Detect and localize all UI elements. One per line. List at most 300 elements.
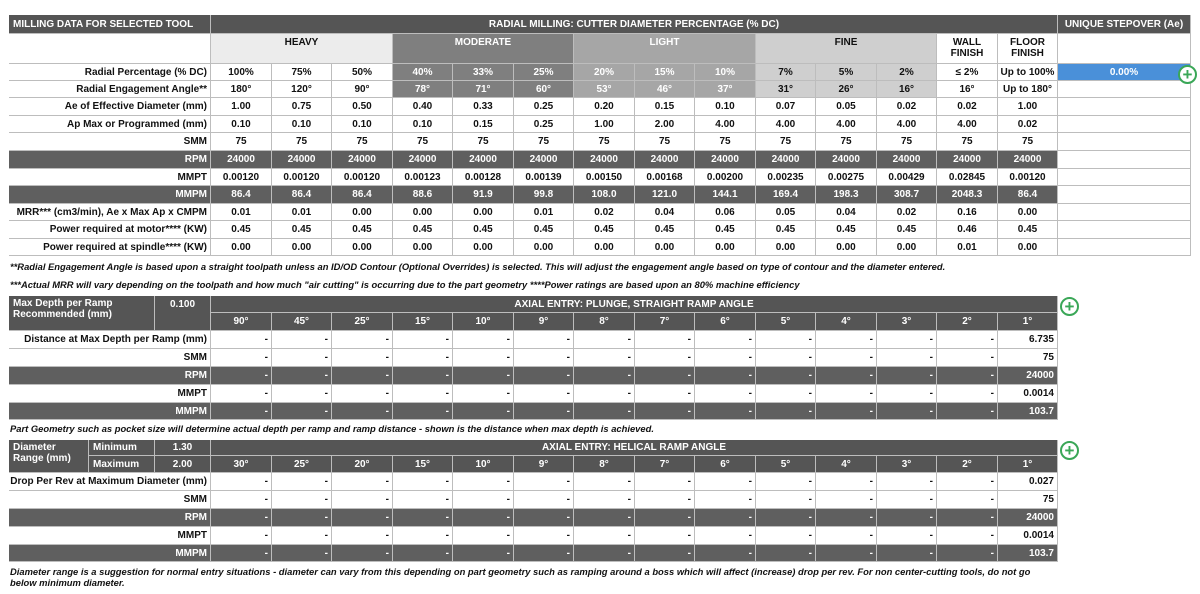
radial-value-cell: 24000 bbox=[756, 151, 816, 169]
radial-row-label: MMPM bbox=[9, 186, 211, 204]
helical-value-cell: 75 bbox=[998, 491, 1058, 509]
helical-value-cell: 24000 bbox=[998, 509, 1058, 527]
radial-value-cell: 0.50 bbox=[332, 98, 393, 116]
ramp-value-cell: - bbox=[272, 367, 332, 385]
radial-value-cell: 0.00 bbox=[756, 239, 816, 256]
note-mrr-power: ***Actual MRR will vary depending on the toolpath and how much "air cutting" is occurring due to the part geometry ****Power ratings are based upon an 80% machine efficiency bbox=[10, 279, 800, 290]
radial-value-cell: 0.04 bbox=[816, 204, 877, 221]
radial-value-cell: 0.00 bbox=[332, 204, 393, 221]
radial-value-cell: 78° bbox=[393, 81, 453, 98]
radial-value-cell: 1.00 bbox=[574, 116, 635, 133]
ramp-value-cell: - bbox=[332, 331, 393, 349]
radial-value-cell: 0.00 bbox=[695, 239, 756, 256]
radial-value-cell: 0.00 bbox=[816, 239, 877, 256]
helical-angle-header: 15° bbox=[393, 456, 453, 473]
helical-value-cell: - bbox=[211, 545, 272, 562]
radial-value-cell: 0.02845 bbox=[937, 169, 998, 186]
helical-value-cell: - bbox=[695, 545, 756, 562]
ramp-value-cell: - bbox=[211, 331, 272, 349]
helical-value-cell: - bbox=[332, 491, 393, 509]
radial-value-cell: 0.04 bbox=[635, 204, 695, 221]
ramp-value-cell: - bbox=[272, 403, 332, 420]
radial-value-cell: 10% bbox=[695, 64, 756, 81]
radial-value-cell: 0.25 bbox=[514, 116, 574, 133]
helical-value-cell: - bbox=[937, 527, 998, 545]
radial-value-cell: 0.10 bbox=[695, 98, 756, 116]
radial-value-cell: 1.00 bbox=[998, 98, 1058, 116]
radial-value-cell: 0.40 bbox=[393, 98, 453, 116]
radial-value-cell: 0.45 bbox=[816, 221, 877, 239]
helical-value-cell: - bbox=[816, 509, 877, 527]
helical-value-cell: - bbox=[514, 509, 574, 527]
ramp-angle-header: 9° bbox=[514, 313, 574, 331]
ramp-value-cell: - bbox=[272, 331, 332, 349]
radial-value-cell: 75% bbox=[272, 64, 332, 81]
radial-value-cell: 2048.3 bbox=[937, 186, 998, 204]
ramp-value-cell: - bbox=[272, 385, 332, 403]
unique-stepover-empty bbox=[1058, 169, 1191, 186]
unique-stepover-input[interactable]: 0.00% bbox=[1058, 64, 1191, 81]
unique-stepover-title: UNIQUE STEPOVER (Ae) bbox=[1058, 15, 1191, 34]
ramp-value-cell: - bbox=[211, 367, 272, 385]
helical-angle-header: 7° bbox=[635, 456, 695, 473]
helical-angle-header: 5° bbox=[756, 456, 816, 473]
radial-value-cell: 24000 bbox=[877, 151, 937, 169]
ramp-value-cell: - bbox=[635, 349, 695, 367]
ramp-value-cell: - bbox=[393, 367, 453, 385]
radial-value-cell: 0.02 bbox=[574, 204, 635, 221]
helical-value-cell: - bbox=[937, 491, 998, 509]
radial-value-cell: 4.00 bbox=[816, 116, 877, 133]
radial-value-cell: 75 bbox=[393, 133, 453, 151]
radial-value-cell: 4.00 bbox=[695, 116, 756, 133]
radial-value-cell: Up to 100% bbox=[998, 64, 1058, 81]
ramp-value-cell: - bbox=[816, 403, 877, 420]
ramp-angle-header: 3° bbox=[877, 313, 937, 331]
note-diameter-range: Diameter range is a suggestion for normal entry situations - diameter can vary from this depending on part geometry such as ramping around a boss which will affect (increase) drop per rev. For non center-cutting tools, do not go below minimum diameter. bbox=[10, 566, 1031, 588]
radial-value-cell: 0.00123 bbox=[393, 169, 453, 186]
helical-value-cell: - bbox=[393, 509, 453, 527]
ramp-value-cell: - bbox=[332, 367, 393, 385]
radial-value-cell: 53° bbox=[574, 81, 635, 98]
helical-value-cell: - bbox=[877, 509, 937, 527]
radial-value-cell: 46° bbox=[635, 81, 695, 98]
ramp-title: AXIAL ENTRY: PLUNGE, STRAIGHT RAMP ANGLE bbox=[211, 296, 1058, 313]
radial-value-cell: 0.00235 bbox=[756, 169, 816, 186]
helical-angle-header: 9° bbox=[514, 456, 574, 473]
ramp-value-cell: - bbox=[514, 331, 574, 349]
ramp-value-cell: - bbox=[695, 367, 756, 385]
radial-value-cell: 0.45 bbox=[453, 221, 514, 239]
radial-value-cell: 0.10 bbox=[332, 116, 393, 133]
helical-value-cell: - bbox=[635, 491, 695, 509]
radial-value-cell: 0.75 bbox=[272, 98, 332, 116]
helical-value-cell: - bbox=[453, 491, 514, 509]
radial-value-cell: 0.00 bbox=[514, 239, 574, 256]
helical-value-cell: - bbox=[332, 473, 393, 491]
radial-value-cell: 0.00139 bbox=[514, 169, 574, 186]
helical-value-cell: - bbox=[514, 527, 574, 545]
ramp-value-cell: 103.7 bbox=[998, 403, 1058, 420]
radial-value-cell: 24000 bbox=[937, 151, 998, 169]
ramp-value-cell: - bbox=[816, 367, 877, 385]
unique-stepover-empty bbox=[1058, 186, 1191, 204]
radial-value-cell: 7% bbox=[756, 64, 816, 81]
radial-value-cell: 0.00120 bbox=[272, 169, 332, 186]
helical-angle-header: 25° bbox=[272, 456, 332, 473]
radial-row-label: MRR*** (cm3/min), Ae x Max Ap x CMPM bbox=[9, 204, 211, 221]
ramp-value-cell: 75 bbox=[998, 349, 1058, 367]
ramp-angle-header: 15° bbox=[393, 313, 453, 331]
group-floor-finish: FLOOR FINISH bbox=[998, 34, 1058, 64]
helical-value-cell: - bbox=[695, 491, 756, 509]
ramp-value-cell: - bbox=[393, 331, 453, 349]
ramp-angle-header: 5° bbox=[756, 313, 816, 331]
ramp-value-cell: 6.735 bbox=[998, 331, 1058, 349]
radial-value-cell: 0.46 bbox=[937, 221, 998, 239]
note-radial-engagement: **Radial Engagement Angle is based upon a straight toolpath unless an ID/OD Contour (Optional Overrides) is selected. This will adjust the engagement angle based on type of contour and the diameter entered. bbox=[10, 261, 946, 272]
ramp-value-cell: - bbox=[877, 367, 937, 385]
radial-value-cell: 26° bbox=[816, 81, 877, 98]
helical-value-cell: - bbox=[393, 527, 453, 545]
helical-value-cell: - bbox=[756, 509, 816, 527]
helical-value-cell: - bbox=[393, 545, 453, 562]
radial-row-label: SMM bbox=[9, 133, 211, 151]
ramp-value-cell: - bbox=[695, 331, 756, 349]
helical-value-cell: - bbox=[816, 527, 877, 545]
radial-row-label: Power required at motor**** (KW) bbox=[9, 221, 211, 239]
radial-value-cell: 24000 bbox=[211, 151, 272, 169]
ramp-value-cell: - bbox=[574, 349, 635, 367]
radial-value-cell: 0.00 bbox=[332, 239, 393, 256]
ramp-angle-header: 8° bbox=[574, 313, 635, 331]
radial-value-cell: 1.00 bbox=[211, 98, 272, 116]
radial-value-cell: 24000 bbox=[816, 151, 877, 169]
radial-value-cell: 0.20 bbox=[574, 98, 635, 116]
ramp-angle-header: 6° bbox=[695, 313, 756, 331]
radial-value-cell: 0.00 bbox=[211, 239, 272, 256]
radial-row-label: Ap Max or Programmed (mm) bbox=[9, 116, 211, 133]
radial-value-cell: 0.45 bbox=[635, 221, 695, 239]
radial-row-label: Radial Engagement Angle** bbox=[9, 81, 211, 98]
radial-value-cell: 0.01 bbox=[272, 204, 332, 221]
radial-value-cell: 75 bbox=[635, 133, 695, 151]
radial-value-cell: 75 bbox=[272, 133, 332, 151]
radial-value-cell: 91.9 bbox=[453, 186, 514, 204]
radial-value-cell: 75 bbox=[211, 133, 272, 151]
ramp-angle-header: 1° bbox=[998, 313, 1058, 331]
radial-value-cell: 90° bbox=[332, 81, 393, 98]
radial-value-cell: 0.45 bbox=[756, 221, 816, 239]
helical-range-label: Diameter Range (mm) bbox=[9, 440, 89, 473]
ramp-angle-header: 7° bbox=[635, 313, 695, 331]
radial-value-cell: 308.7 bbox=[877, 186, 937, 204]
radial-value-cell: 2.00 bbox=[635, 116, 695, 133]
radial-title: RADIAL MILLING: CUTTER DIAMETER PERCENTAGE (% DC) bbox=[211, 15, 1058, 34]
radial-value-cell: 180° bbox=[211, 81, 272, 98]
radial-value-cell: 40% bbox=[393, 64, 453, 81]
radial-value-cell: 0.01 bbox=[211, 204, 272, 221]
radial-row-label: MMPT bbox=[9, 169, 211, 186]
ramp-value-cell: - bbox=[635, 385, 695, 403]
ramp-depth-label: Max Depth per Ramp Recommended (mm) bbox=[9, 296, 155, 331]
radial-row-label: Power required at spindle**** (KW) bbox=[9, 239, 211, 256]
radial-value-cell: 24000 bbox=[574, 151, 635, 169]
helical-value-cell: - bbox=[816, 473, 877, 491]
radial-value-cell: 50% bbox=[332, 64, 393, 81]
radial-value-cell: 24000 bbox=[453, 151, 514, 169]
group-wall-finish: WALL FINISH bbox=[937, 34, 998, 64]
ramp-value-cell: - bbox=[514, 385, 574, 403]
radial-value-cell: 0.00275 bbox=[816, 169, 877, 186]
radial-value-cell: 108.0 bbox=[574, 186, 635, 204]
radial-value-cell: 0.15 bbox=[635, 98, 695, 116]
radial-value-cell: 71° bbox=[453, 81, 514, 98]
helical-row-label: Drop Per Rev at Maximum Diameter (mm) bbox=[9, 473, 211, 491]
radial-value-cell: 4.00 bbox=[937, 116, 998, 133]
helical-value-cell: 103.7 bbox=[998, 545, 1058, 562]
ramp-value-cell: - bbox=[332, 349, 393, 367]
unique-stepover-empty bbox=[1058, 98, 1191, 116]
ramp-value-cell: - bbox=[574, 367, 635, 385]
unique-stepover-empty bbox=[1058, 133, 1191, 151]
ramp-value-cell: - bbox=[816, 385, 877, 403]
radial-value-cell: 0.05 bbox=[756, 204, 816, 221]
helical-value-cell: - bbox=[635, 473, 695, 491]
add-helical-angle-button[interactable]: + bbox=[1060, 441, 1079, 460]
ramp-row-label: Distance at Max Depth per Ramp (mm) bbox=[9, 331, 211, 349]
helical-angle-header: 1° bbox=[998, 456, 1058, 473]
ramp-value-cell: - bbox=[877, 403, 937, 420]
helical-title: AXIAL ENTRY: HELICAL RAMP ANGLE bbox=[211, 440, 1058, 456]
helical-value-cell: - bbox=[574, 545, 635, 562]
helical-max-value[interactable]: 2.00 bbox=[155, 456, 211, 473]
ramp-angle-header: 90° bbox=[211, 313, 272, 331]
radial-value-cell: 2% bbox=[877, 64, 937, 81]
radial-value-cell: 0.45 bbox=[574, 221, 635, 239]
ramp-row-label: MMPT bbox=[9, 385, 211, 403]
ramp-value-cell: - bbox=[756, 403, 816, 420]
radial-value-cell: 99.8 bbox=[514, 186, 574, 204]
helical-value-cell: - bbox=[574, 509, 635, 527]
ramp-value-cell: - bbox=[393, 403, 453, 420]
ramp-value-cell: - bbox=[756, 367, 816, 385]
radial-value-cell: 0.45 bbox=[877, 221, 937, 239]
ramp-value-cell: - bbox=[514, 367, 574, 385]
radial-value-cell: 60° bbox=[514, 81, 574, 98]
helical-value-cell: - bbox=[937, 473, 998, 491]
helical-angle-header: 2° bbox=[937, 456, 998, 473]
ramp-value-cell: - bbox=[695, 403, 756, 420]
radial-value-cell: 0.01 bbox=[937, 239, 998, 256]
radial-value-cell: 31° bbox=[756, 81, 816, 98]
ramp-value-cell: - bbox=[816, 349, 877, 367]
radial-value-cell: 4.00 bbox=[877, 116, 937, 133]
radial-value-cell: 24000 bbox=[695, 151, 756, 169]
helical-value-cell: - bbox=[937, 545, 998, 562]
helical-value-cell: 0.0014 bbox=[998, 527, 1058, 545]
radial-value-cell: 0.10 bbox=[211, 116, 272, 133]
radial-value-cell: 0.00 bbox=[635, 239, 695, 256]
ramp-value-cell: - bbox=[937, 403, 998, 420]
ramp-value-cell: - bbox=[574, 331, 635, 349]
helical-angle-header: 6° bbox=[695, 456, 756, 473]
group-moderate: MODERATE bbox=[393, 34, 574, 64]
radial-value-cell: 24000 bbox=[514, 151, 574, 169]
helical-value-cell: - bbox=[332, 545, 393, 562]
helical-angle-header: 10° bbox=[453, 456, 514, 473]
radial-value-cell: 100% bbox=[211, 64, 272, 81]
helical-value-cell: - bbox=[756, 545, 816, 562]
helical-value-cell: - bbox=[877, 491, 937, 509]
radial-value-cell: 75 bbox=[514, 133, 574, 151]
helical-value-cell: - bbox=[211, 473, 272, 491]
radial-value-cell: 0.00 bbox=[574, 239, 635, 256]
radial-value-cell: 0.00150 bbox=[574, 169, 635, 186]
radial-value-cell: 121.0 bbox=[635, 186, 695, 204]
radial-value-cell: 75 bbox=[453, 133, 514, 151]
ramp-value-cell: - bbox=[937, 349, 998, 367]
radial-value-cell: 0.45 bbox=[998, 221, 1058, 239]
radial-value-cell: 0.45 bbox=[332, 221, 393, 239]
radial-value-cell: 0.45 bbox=[514, 221, 574, 239]
radial-value-cell: 0.00 bbox=[393, 204, 453, 221]
ramp-value-cell: - bbox=[877, 385, 937, 403]
helical-value-cell: - bbox=[695, 509, 756, 527]
radial-value-cell: 0.02 bbox=[877, 204, 937, 221]
helical-angle-header: 4° bbox=[816, 456, 877, 473]
helical-min-value[interactable]: 1.30 bbox=[155, 440, 211, 456]
helical-value-cell: - bbox=[453, 527, 514, 545]
ramp-value-cell: - bbox=[211, 385, 272, 403]
ramp-value-cell: - bbox=[453, 331, 514, 349]
ramp-row-label: RPM bbox=[9, 367, 211, 385]
ramp-value-cell: - bbox=[574, 385, 635, 403]
ramp-value-cell: - bbox=[756, 385, 816, 403]
helical-value-cell: - bbox=[332, 527, 393, 545]
ramp-angle-header: 25° bbox=[332, 313, 393, 331]
helical-max-label: Maximum bbox=[89, 456, 155, 473]
radial-value-cell: 0.00 bbox=[453, 204, 514, 221]
ramp-value-cell: - bbox=[514, 403, 574, 420]
ramp-value-cell: - bbox=[877, 349, 937, 367]
helical-value-cell: - bbox=[211, 509, 272, 527]
ramp-value-cell: 0.0014 bbox=[998, 385, 1058, 403]
ramp-angle-header: 45° bbox=[272, 313, 332, 331]
radial-value-cell: 75 bbox=[756, 133, 816, 151]
ramp-value-cell: - bbox=[756, 331, 816, 349]
helical-value-cell: - bbox=[695, 473, 756, 491]
radial-value-cell: 88.6 bbox=[393, 186, 453, 204]
ramp-value-cell: - bbox=[635, 403, 695, 420]
add-unique-stepover-button[interactable]: + bbox=[1178, 65, 1197, 84]
ramp-value-cell: - bbox=[393, 385, 453, 403]
ramp-row-label: SMM bbox=[9, 349, 211, 367]
radial-value-cell: 37° bbox=[695, 81, 756, 98]
radial-value-cell: 0.33 bbox=[453, 98, 514, 116]
radial-value-cell: 25% bbox=[514, 64, 574, 81]
ramp-value-cell: - bbox=[937, 385, 998, 403]
radial-value-cell: 120° bbox=[272, 81, 332, 98]
helical-value-cell: - bbox=[877, 473, 937, 491]
helical-angle-header: 30° bbox=[211, 456, 272, 473]
radial-value-cell: 86.4 bbox=[211, 186, 272, 204]
helical-value-cell: - bbox=[272, 527, 332, 545]
helical-row-label: MMPT bbox=[9, 527, 211, 545]
ramp-value-cell: - bbox=[272, 349, 332, 367]
radial-value-cell: 144.1 bbox=[695, 186, 756, 204]
helical-value-cell: - bbox=[453, 473, 514, 491]
radial-value-cell: 0.06 bbox=[695, 204, 756, 221]
radial-value-cell: 0.02 bbox=[998, 116, 1058, 133]
radial-value-cell: 75 bbox=[574, 133, 635, 151]
ramp-value-cell: - bbox=[574, 403, 635, 420]
radial-value-cell: 0.00128 bbox=[453, 169, 514, 186]
ramp-angle-header: 10° bbox=[453, 313, 514, 331]
radial-value-cell: 0.45 bbox=[211, 221, 272, 239]
ramp-value-cell: - bbox=[635, 367, 695, 385]
add-ramp-angle-button[interactable]: + bbox=[1060, 297, 1079, 316]
radial-value-cell: 5% bbox=[816, 64, 877, 81]
group-fine: FINE bbox=[756, 34, 937, 64]
helical-value-cell: - bbox=[877, 545, 937, 562]
ramp-value-cell: - bbox=[937, 367, 998, 385]
radial-value-cell: 0.16 bbox=[937, 204, 998, 221]
radial-value-cell: 0.15 bbox=[453, 116, 514, 133]
radial-value-cell: 0.00 bbox=[393, 239, 453, 256]
radial-value-cell: 0.02 bbox=[877, 98, 937, 116]
radial-value-cell: 0.45 bbox=[393, 221, 453, 239]
ramp-value-cell: - bbox=[635, 331, 695, 349]
helical-value-cell: - bbox=[211, 491, 272, 509]
helical-row-label: MMPM bbox=[9, 545, 211, 562]
unique-stepover-empty bbox=[1058, 204, 1191, 221]
radial-value-cell: 0.07 bbox=[756, 98, 816, 116]
unique-stepover-spacer bbox=[1058, 34, 1191, 64]
ramp-value-cell: - bbox=[695, 385, 756, 403]
group-light: LIGHT bbox=[574, 34, 756, 64]
radial-value-cell: ≤ 2% bbox=[937, 64, 998, 81]
radial-value-cell: 0.00120 bbox=[998, 169, 1058, 186]
unique-stepover-empty bbox=[1058, 221, 1191, 239]
helical-value-cell: 0.027 bbox=[998, 473, 1058, 491]
helical-value-cell: - bbox=[756, 527, 816, 545]
radial-value-cell: 75 bbox=[937, 133, 998, 151]
ramp-value-cell: - bbox=[514, 349, 574, 367]
helical-value-cell: - bbox=[272, 545, 332, 562]
radial-value-cell: 0.00120 bbox=[211, 169, 272, 186]
radial-value-cell: 16° bbox=[937, 81, 998, 98]
radial-value-cell: 4.00 bbox=[756, 116, 816, 133]
helical-value-cell: - bbox=[453, 545, 514, 562]
ramp-value-cell: - bbox=[877, 331, 937, 349]
radial-group-spacer bbox=[9, 34, 211, 64]
ramp-value-cell: - bbox=[393, 349, 453, 367]
radial-value-cell: 0.01 bbox=[514, 204, 574, 221]
radial-value-cell: 24000 bbox=[272, 151, 332, 169]
radial-value-cell: 0.00 bbox=[998, 239, 1058, 256]
helical-value-cell: - bbox=[272, 473, 332, 491]
helical-value-cell: - bbox=[756, 473, 816, 491]
helical-value-cell: - bbox=[937, 509, 998, 527]
radial-value-cell: 75 bbox=[695, 133, 756, 151]
helical-value-cell: - bbox=[393, 473, 453, 491]
radial-value-cell: 75 bbox=[816, 133, 877, 151]
helical-value-cell: - bbox=[393, 491, 453, 509]
radial-value-cell: 24000 bbox=[332, 151, 393, 169]
radial-row-label: Radial Percentage (% DC) bbox=[9, 64, 211, 81]
ramp-value-cell: - bbox=[695, 349, 756, 367]
